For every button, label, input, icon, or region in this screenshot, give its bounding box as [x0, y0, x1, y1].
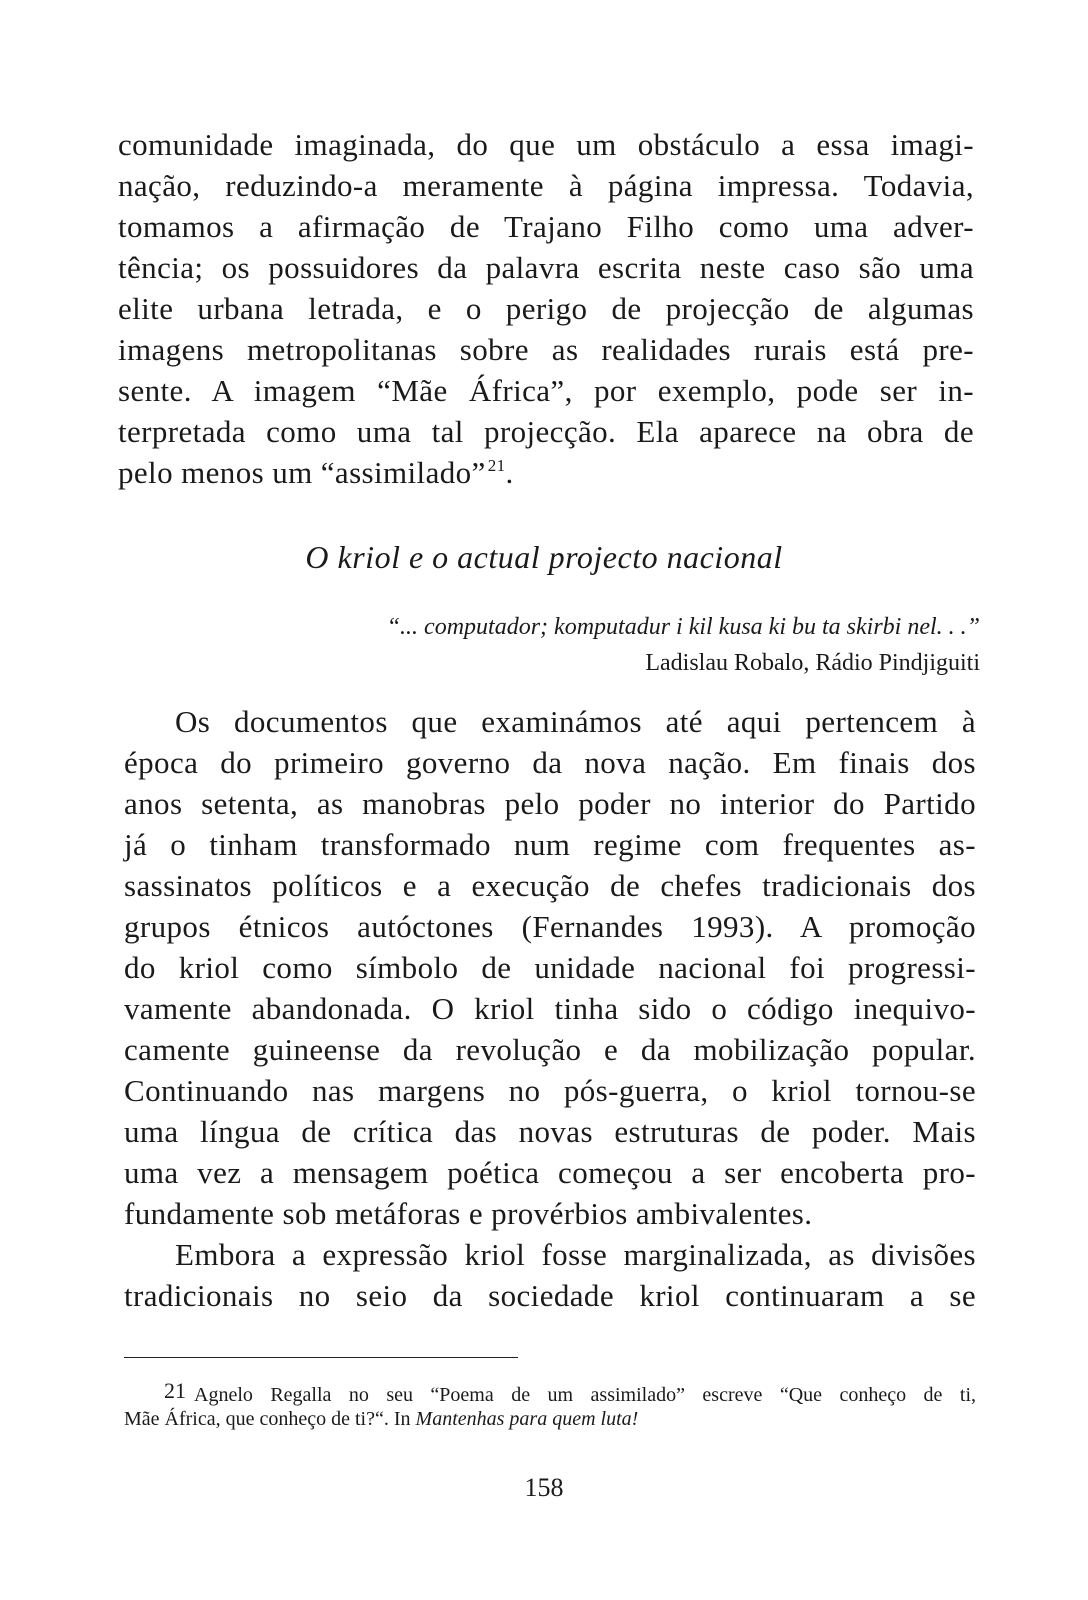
- paragraph-2-line: Os documentos que examinámos até aqui pertencem à: [175, 704, 976, 739]
- footnote-book-title: Mantenhas para quem luta!: [415, 1408, 639, 1430]
- paragraph-1-line: terpretada como uma tal projecção. Ela aparece na obra de: [118, 414, 974, 449]
- paragraph-2-line: camente guineense da revolução e da mobilização popular.: [124, 1032, 976, 1067]
- paragraph-1-period: .: [505, 455, 514, 490]
- paragraph-1-last-line: [118, 453, 974, 493]
- paragraph-2-line: sassinatos políticos e a execução de chefes tradicionais dos: [124, 868, 976, 903]
- footnote-divider: [124, 1357, 518, 1358]
- paragraph-1-line: tência; os possuidores da palavra escrita neste caso são uma: [118, 250, 974, 285]
- paragraph-2-line: fundamente sob metáforas e provérbios ambivalentes.: [124, 1196, 813, 1231]
- paragraph-1-line: comunidade imaginada, do que um obstáculo a essa imagi-: [118, 127, 974, 162]
- page-number: 158: [524, 1473, 564, 1502]
- paragraph-2-line: Continuando nas margens no pós-guerra, o kriol tornou-se: [124, 1073, 976, 1108]
- paragraph-2-line: grupos étnicos autóctones (Fernandes 1993). A promoção: [124, 909, 976, 944]
- footnote-line: [124, 1404, 638, 1434]
- paragraph-1-line: elite urbana letrada, e o perigo de projecção de algumas: [118, 291, 974, 326]
- paragraph-1-line: sente. A imagem “Mãe África”, por exemplo, pode ser in-: [118, 373, 974, 408]
- paragraph-2-line: uma língua de crítica das novas estruturas de poder. Mais: [124, 1114, 976, 1149]
- paragraph-2-line: vamente abandonada. O kriol tinha sido o código inequivo-: [124, 991, 976, 1026]
- paragraph-2-line: anos setenta, as manobras pelo poder no interior do Partido: [124, 786, 976, 821]
- paragraph-2-line: uma vez a mensagem poética começou a ser encoberta pro-: [124, 1155, 976, 1190]
- paragraph-2-line: época do primeiro governo da nova nação. Em finais dos: [124, 745, 976, 780]
- paragraph-1-line: imagens metropolitanas sobre as realidades rurais está pre-: [118, 332, 974, 367]
- paragraph-3-line: tradicionais no seio da sociedade kriol continuaram a se: [124, 1278, 976, 1313]
- section-heading: O kriol e o actual projecto nacional: [305, 539, 783, 575]
- paragraph-2-line: do kriol como símbolo de unidade nacional foi progressi-: [124, 950, 976, 985]
- epigraph-attribution: Ladislau Robalo, Rádio Pindjiguiti: [645, 650, 980, 676]
- paragraph-3-line: Embora a expressão kriol fosse marginalizada, as divisões: [175, 1237, 976, 1272]
- footnote-text: Mãe África, que conheço de ti?“. In: [124, 1408, 416, 1430]
- paragraph-1-line: tomamos a afirmação de Trajano Filho como uma adver-: [118, 209, 974, 244]
- paragraph-1-line: nação, reduzindo-a meramente à página impressa. Todavia,: [118, 168, 974, 203]
- footnote-number: 21: [164, 1378, 186, 1403]
- footnote-reference: 21: [487, 456, 506, 475]
- paragraph-1-last-line-text: pelo menos um “assimilado”: [118, 455, 486, 490]
- footnote-text: Agnelo Regalla no seu “Poema de um assimilado” escreve “Que conheço de ti,: [194, 1384, 976, 1406]
- epigraph-quote: “... computador; komputadur i kil kusa ki bu ta skirbi nel. . .”: [386, 614, 980, 640]
- paragraph-2-line: já o tinham transformado num regime com frequentes as-: [124, 827, 976, 862]
